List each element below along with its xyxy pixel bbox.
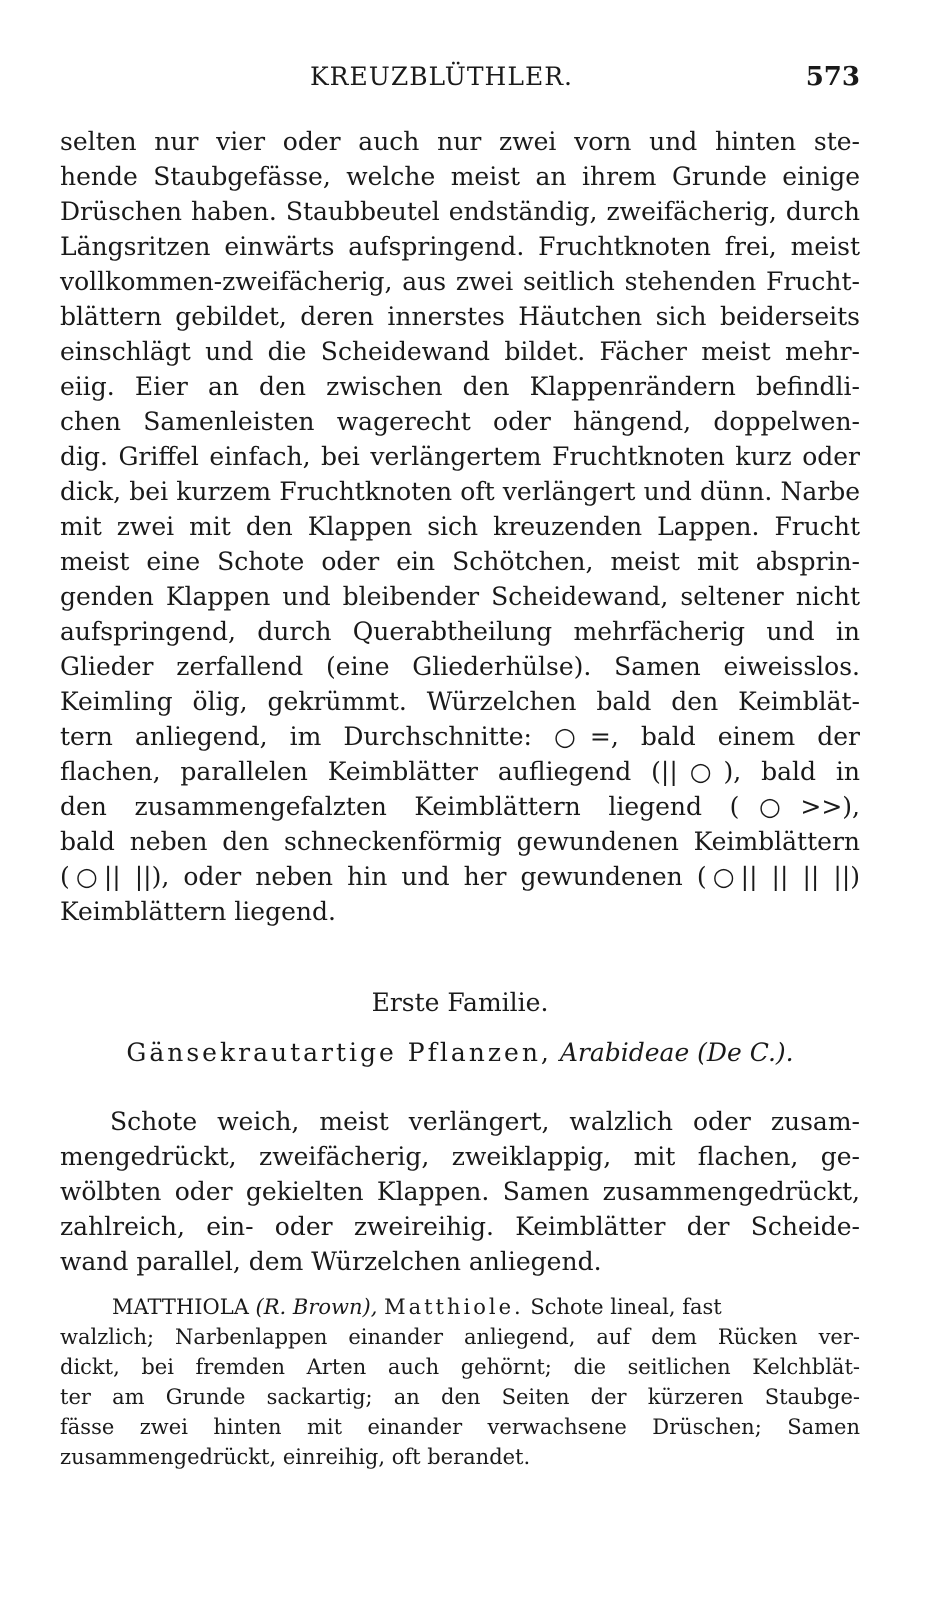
family-name-german: Gänsekrautartige Pflanzen, — [126, 1038, 552, 1067]
text-line: aufspringend, durch Querabtheilung mehrfächerig und in — [60, 617, 860, 646]
text-line: dickt, bei fremden Arten auch gehörnt; die seitlichen Kelchblät- — [60, 1355, 860, 1379]
text-line: eiig. Eier an den zwischen den Klappenrändern befindli- — [60, 372, 860, 401]
running-title: KREUZBLÜTHLER. — [310, 62, 573, 91]
text-line: selten nur vier oder auch nur zwei vorn und hinten ste- — [60, 127, 860, 156]
text-line: mit zwei mit den Klappen sich kreuzenden Lappen. Frucht — [60, 512, 860, 541]
text-line: flachen, parallelen Keimblätter aufliegend (||○), bald in — [60, 757, 860, 786]
genus-text: Schote lineal, fast — [530, 1295, 722, 1319]
text-line: wand parallel, dem Würzelchen anliegend. — [60, 1247, 602, 1276]
text-line: Längsritzen einwärts aufspringend. Fruchtknoten frei, meist — [60, 232, 860, 261]
text-line: meist eine Schote oder ein Schötchen, meist mit absprin- — [60, 547, 860, 576]
text-line: blättern gebildet, deren innerstes Häutchen sich beiderseits — [60, 302, 860, 331]
text-line: zusammengedrückt, einreihig, oft berandet. — [60, 1445, 531, 1469]
genus-common-name: Matthiole. — [384, 1295, 524, 1319]
text-line: zahlreich, ein- oder zweireihig. Keimblätter der Scheide- — [60, 1212, 860, 1241]
text-line: einschlägt und die Scheidewand bildet. Fächer meist mehr- — [60, 337, 860, 366]
text-line: dick, bei kurzem Fruchtknoten oft verlängert und dünn. Narbe — [60, 477, 860, 506]
text-line: bald neben den schneckenförmig gewundenen Keimblättern — [60, 827, 860, 856]
text-line: tern anliegend, im Durchschnitte: ○=, bald einem der — [60, 722, 860, 751]
text-line: fässe zwei hinten mit einander verwachsene Drüschen; Samen — [60, 1415, 860, 1439]
genus-name: MATTHIOLA — [112, 1295, 249, 1319]
text-line: den zusammengefalzten Keimblättern liegend (○>>), — [60, 792, 860, 821]
text-line: walzlich; Narbenlappen einander anliegend, auf dem Rücken ver- — [60, 1325, 860, 1349]
text-line: wölbten oder gekielten Klappen. Samen zusammengedrückt, — [60, 1177, 860, 1206]
text-line: Schote weich, meist verlängert, walzlich oder zusam- — [110, 1107, 860, 1136]
genus-first-line — [112, 1292, 860, 1322]
text-line: genden Klappen und bleibender Scheidewand, seltener nicht — [60, 582, 860, 611]
text-line: Keimblättern liegend. — [60, 897, 336, 926]
text-line: Drüschen haben. Staubbeutel endständig, zweifächerig, durch — [60, 197, 860, 226]
text-line: dig. Griffel einfach, bei verlängertem Fruchtknoten kurz oder — [60, 442, 860, 471]
text-line: hende Staubgefässe, welche meist an ihrem Grunde einige — [60, 162, 860, 191]
page-header — [60, 62, 860, 102]
text-line: mengedrückt, zweifächerig, zweiklappig, mit flachen, ge- — [60, 1142, 860, 1171]
family-name-latin: Arabideae (De C.). — [559, 1038, 794, 1067]
text-line: vollkommen-zweifächerig, aus zwei seitlich stehenden Frucht- — [60, 267, 860, 296]
page-number: 573 — [805, 62, 860, 92]
family-number: Erste Familie. — [371, 988, 549, 1017]
genus-authority: (R. Brown), — [255, 1295, 378, 1319]
text-line: ter am Grunde sackartig; an den Seiten der kürzeren Staubge- — [60, 1385, 860, 1409]
family-name — [60, 1035, 860, 1070]
text-line: Keimling ölig, gekrümmt. Würzelchen bald den Keimblät- — [60, 687, 860, 716]
text-line: (○|| ||), oder neben hin und her gewundenen (○|| || || ||) — [60, 862, 860, 891]
text-line: chen Samenleisten wagerecht oder hängend, doppelwen- — [60, 407, 860, 436]
text-line: Glieder zerfallend (eine Gliederhülse). Samen eiweisslos. — [60, 652, 860, 681]
